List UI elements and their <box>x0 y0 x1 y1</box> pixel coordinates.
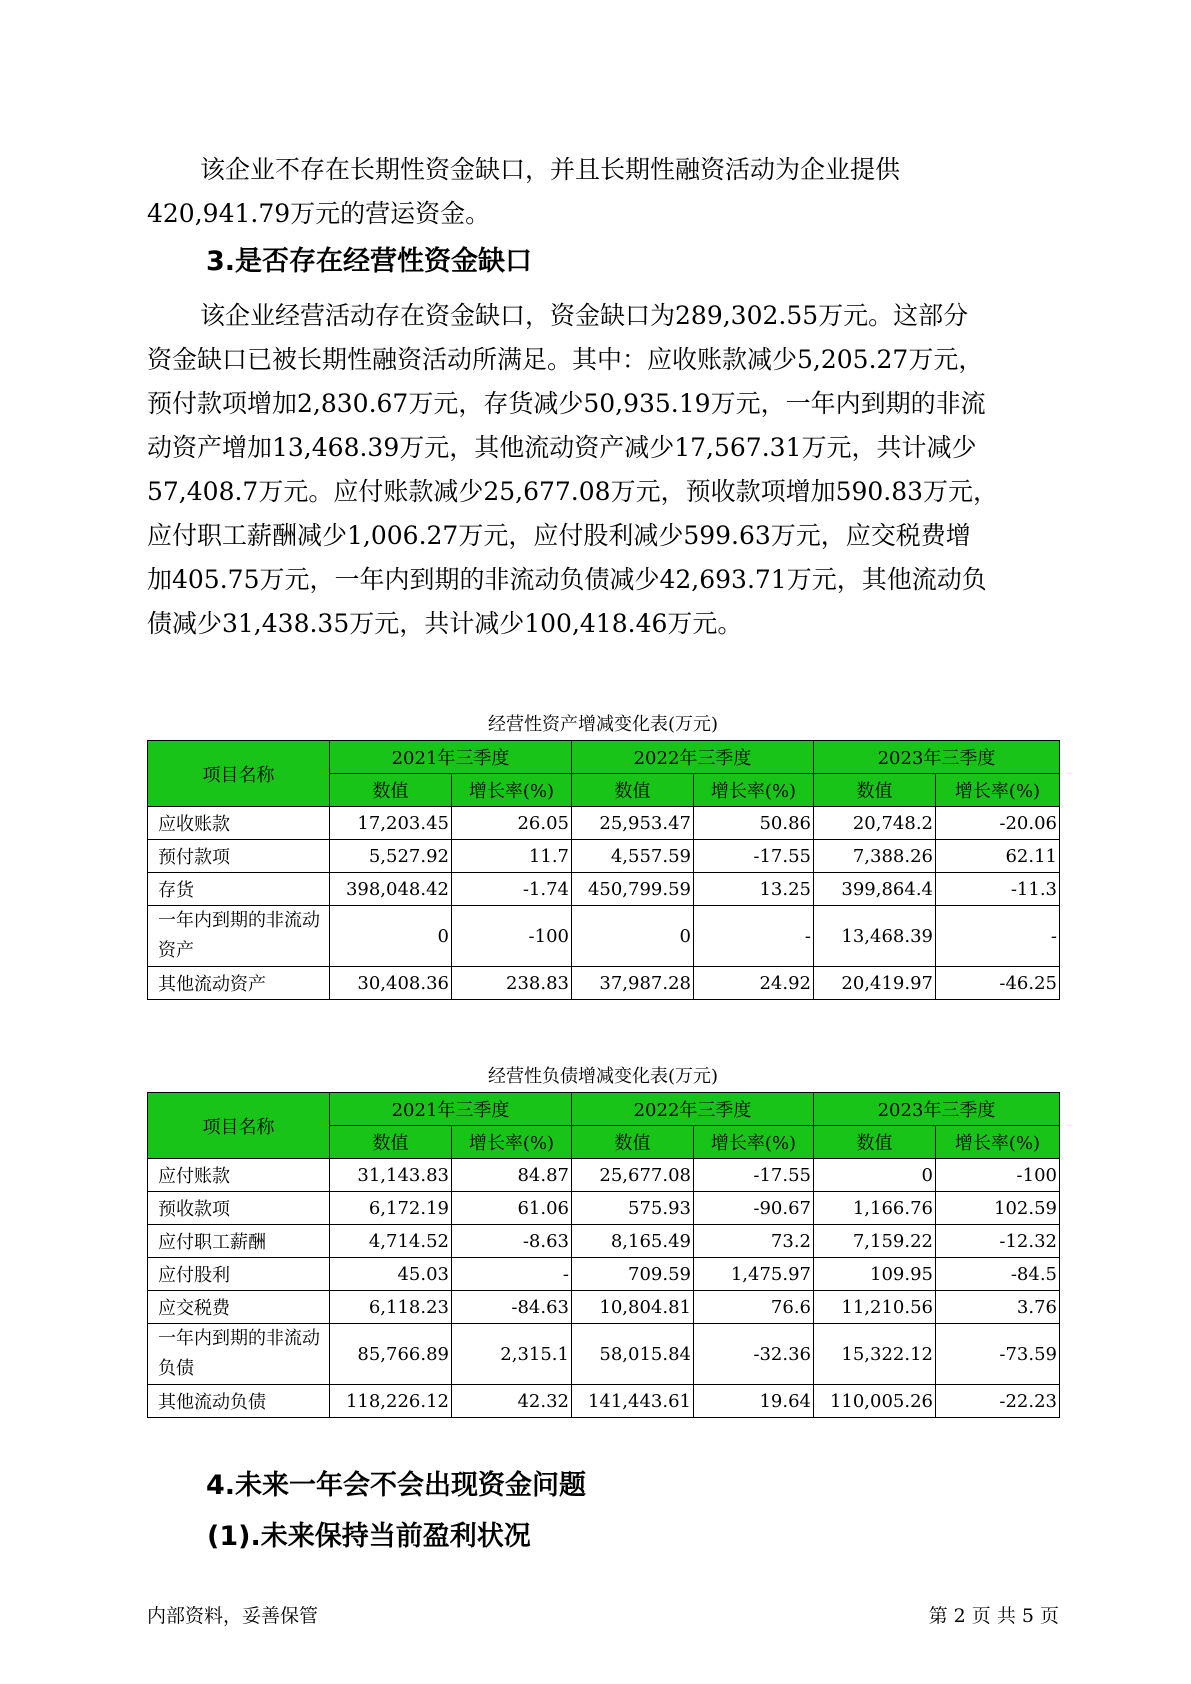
table-row <box>148 1225 1060 1258</box>
section-heading-4: 4.未来一年会不会出现资金问题 <box>206 1470 587 1501</box>
growth-cell: -46.25 <box>936 967 1060 1000</box>
value-cell: 5,527.92 <box>330 840 452 873</box>
growth-cell: 238.83 <box>452 967 572 1000</box>
table-caption-assets: 经营性资产增减变化表(万元) <box>487 714 719 735</box>
growth-cell: 11.7 <box>452 840 572 873</box>
paragraph-line: 该企业经营活动存在资金缺口，资金缺口为289,302.55万元。这部分 <box>200 301 969 330</box>
column-header-value: 数值 <box>814 1126 936 1159</box>
table-row <box>148 906 1060 967</box>
value-cell: 0 <box>330 906 452 967</box>
value-cell: 0 <box>572 906 694 967</box>
value-cell: 109.95 <box>814 1258 936 1291</box>
table-row <box>148 1258 1060 1291</box>
value-cell: 85,766.89 <box>330 1324 452 1385</box>
column-header-growth: 增长率(%) <box>936 774 1060 807</box>
table-row <box>148 967 1060 1000</box>
operating-liabilities-table <box>147 1092 1060 1418</box>
column-header-growth: 增长率(%) <box>452 1126 572 1159</box>
column-header-year: 2021年三季度 <box>330 741 572 774</box>
table-row <box>148 840 1060 873</box>
column-header-growth: 增长率(%) <box>694 774 814 807</box>
table-row <box>148 1192 1060 1225</box>
value-cell: 399,864.4 <box>814 873 936 906</box>
column-header-year: 2022年三季度 <box>572 741 814 774</box>
paragraph-line: 应付职工薪酬减少1,006.27万元，应付股利减少599.63万元，应交税费增 <box>147 521 971 550</box>
operating-assets-table <box>147 740 1060 1000</box>
value-cell: 709.59 <box>572 1258 694 1291</box>
growth-cell: 50.86 <box>694 807 814 840</box>
value-cell: 15,322.12 <box>814 1324 936 1385</box>
row-label: 其他流动负债 <box>148 1385 330 1418</box>
growth-cell: -22.23 <box>936 1385 1060 1418</box>
value-cell: 575.93 <box>572 1192 694 1225</box>
growth-cell: 76.6 <box>694 1291 814 1324</box>
paragraph-line: 加405.75万元，一年内到期的非流动负债减少42,693.71万元，其他流动负 <box>147 565 987 594</box>
value-cell: 7,159.22 <box>814 1225 936 1258</box>
growth-cell: -100 <box>936 1159 1060 1192</box>
growth-cell: -17.55 <box>694 840 814 873</box>
column-header-year: 2023年三季度 <box>814 1093 1060 1126</box>
value-cell: 20,419.97 <box>814 967 936 1000</box>
column-header-value: 数值 <box>330 1126 452 1159</box>
value-cell: 1,166.76 <box>814 1192 936 1225</box>
paragraph-line: 预付款项增加2,830.67万元，存货减少50,935.19万元，一年内到期的非流 <box>147 389 986 418</box>
growth-cell: 42.32 <box>452 1385 572 1418</box>
column-header-item: 项目名称 <box>148 1093 330 1159</box>
growth-cell: 13.25 <box>694 873 814 906</box>
paragraph-line: 该企业不存在长期性资金缺口，并且长期性融资活动为企业提供 <box>200 155 901 184</box>
growth-cell: -90.67 <box>694 1192 814 1225</box>
column-header-year: 2022年三季度 <box>572 1093 814 1126</box>
value-cell: 7,388.26 <box>814 840 936 873</box>
growth-cell: -12.32 <box>936 1225 1060 1258</box>
growth-cell: 1,475.97 <box>694 1258 814 1291</box>
column-header-value: 数值 <box>814 774 936 807</box>
growth-cell: 62.11 <box>936 840 1060 873</box>
row-label: 应付职工薪酬 <box>148 1225 330 1258</box>
growth-cell: 84.87 <box>452 1159 572 1192</box>
row-label: 存货 <box>148 873 330 906</box>
value-cell: 4,557.59 <box>572 840 694 873</box>
section-heading-3: 3.是否存在经营性资金缺口 <box>206 246 533 277</box>
table-row <box>148 873 1060 906</box>
growth-cell: -20.06 <box>936 807 1060 840</box>
table-row <box>148 1291 1060 1324</box>
value-cell: 450,799.59 <box>572 873 694 906</box>
growth-cell: 73.2 <box>694 1225 814 1258</box>
growth-cell: -73.59 <box>936 1324 1060 1385</box>
growth-cell: 24.92 <box>694 967 814 1000</box>
value-cell: 110,005.26 <box>814 1385 936 1418</box>
column-header-value: 数值 <box>572 1126 694 1159</box>
row-label: 预收款项 <box>148 1192 330 1225</box>
value-cell: 20,748.2 <box>814 807 936 840</box>
column-header-growth: 增长率(%) <box>936 1126 1060 1159</box>
table-row <box>148 1159 1060 1192</box>
value-cell: 31,143.83 <box>330 1159 452 1192</box>
paragraph-operating-gap <box>147 294 1047 646</box>
column-header-value: 数值 <box>330 774 452 807</box>
subsection-heading-4-1: (1).未来保持当前盈利状况 <box>207 1521 531 1552</box>
table-row <box>148 807 1060 840</box>
growth-cell: -84.5 <box>936 1258 1060 1291</box>
growth-cell: 2,315.1 <box>452 1324 572 1385</box>
row-label: 应交税费 <box>148 1291 330 1324</box>
growth-cell: 19.64 <box>694 1385 814 1418</box>
footer-page-number: 第 2 页 共 5 页 <box>928 1605 1059 1627</box>
value-cell: 17,203.45 <box>330 807 452 840</box>
row-label: 一年内到期的非流动负债 <box>148 1324 330 1385</box>
value-cell: 37,987.28 <box>572 967 694 1000</box>
value-cell: 13,468.39 <box>814 906 936 967</box>
growth-cell: -1.74 <box>452 873 572 906</box>
growth-cell: - <box>452 1258 572 1291</box>
value-cell: 25,677.08 <box>572 1159 694 1192</box>
row-label: 其他流动资产 <box>148 967 330 1000</box>
paragraph-line: 420,941.79万元的营运资金。 <box>147 199 491 228</box>
paragraph-line: 57,408.7万元。应付账款减少25,677.08万元，预收款项增加590.83万元， <box>147 477 999 506</box>
row-label: 一年内到期的非流动资产 <box>148 906 330 967</box>
growth-cell: - <box>936 906 1060 967</box>
column-header-value: 数值 <box>572 774 694 807</box>
growth-cell: -84.63 <box>452 1291 572 1324</box>
value-cell: 4,714.52 <box>330 1225 452 1258</box>
value-cell: 118,226.12 <box>330 1385 452 1418</box>
table-caption-liabilities: 经营性负债增减变化表(万元) <box>487 1066 719 1087</box>
growth-cell: -32.36 <box>694 1324 814 1385</box>
value-cell: 11,210.56 <box>814 1291 936 1324</box>
value-cell: 45.03 <box>330 1258 452 1291</box>
value-cell: 141,443.61 <box>572 1385 694 1418</box>
value-cell: 6,172.19 <box>330 1192 452 1225</box>
table-row <box>148 1385 1060 1418</box>
paragraph-line: 动资产增加13,468.39万元，其他流动资产减少17,567.31万元，共计减少 <box>147 433 977 462</box>
row-label: 预付款项 <box>148 840 330 873</box>
row-label: 应收账款 <box>148 807 330 840</box>
growth-cell: -100 <box>452 906 572 967</box>
value-cell: 0 <box>814 1159 936 1192</box>
growth-cell: -17.55 <box>694 1159 814 1192</box>
table-row <box>148 1324 1060 1385</box>
paragraph-line: 债减少31,438.35万元，共计减少100,418.46万元。 <box>147 609 743 638</box>
growth-cell: 61.06 <box>452 1192 572 1225</box>
value-cell: 58,015.84 <box>572 1324 694 1385</box>
column-header-growth: 增长率(%) <box>694 1126 814 1159</box>
column-header-year: 2023年三季度 <box>814 741 1060 774</box>
growth-cell: -11.3 <box>936 873 1060 906</box>
column-header-year: 2021年三季度 <box>330 1093 572 1126</box>
growth-cell: -8.63 <box>452 1225 572 1258</box>
value-cell: 6,118.23 <box>330 1291 452 1324</box>
growth-cell: 26.05 <box>452 807 572 840</box>
value-cell: 25,953.47 <box>572 807 694 840</box>
value-cell: 30,408.36 <box>330 967 452 1000</box>
row-label: 应付股利 <box>148 1258 330 1291</box>
column-header-item: 项目名称 <box>148 741 330 807</box>
value-cell: 8,165.49 <box>572 1225 694 1258</box>
growth-cell: 102.59 <box>936 1192 1060 1225</box>
growth-cell: 3.76 <box>936 1291 1060 1324</box>
value-cell: 398,048.42 <box>330 873 452 906</box>
paragraph-line: 资金缺口已被长期性融资活动所满足。其中：应收账款减少5,205.27万元， <box>147 345 984 374</box>
row-label: 应付账款 <box>148 1159 330 1192</box>
column-header-growth: 增长率(%) <box>452 774 572 807</box>
value-cell: 10,804.81 <box>572 1291 694 1324</box>
paragraph-long-term-funding <box>147 148 1047 236</box>
footer-confidential-note: 内部资料，妥善保管 <box>147 1605 319 1627</box>
growth-cell: - <box>694 906 814 967</box>
